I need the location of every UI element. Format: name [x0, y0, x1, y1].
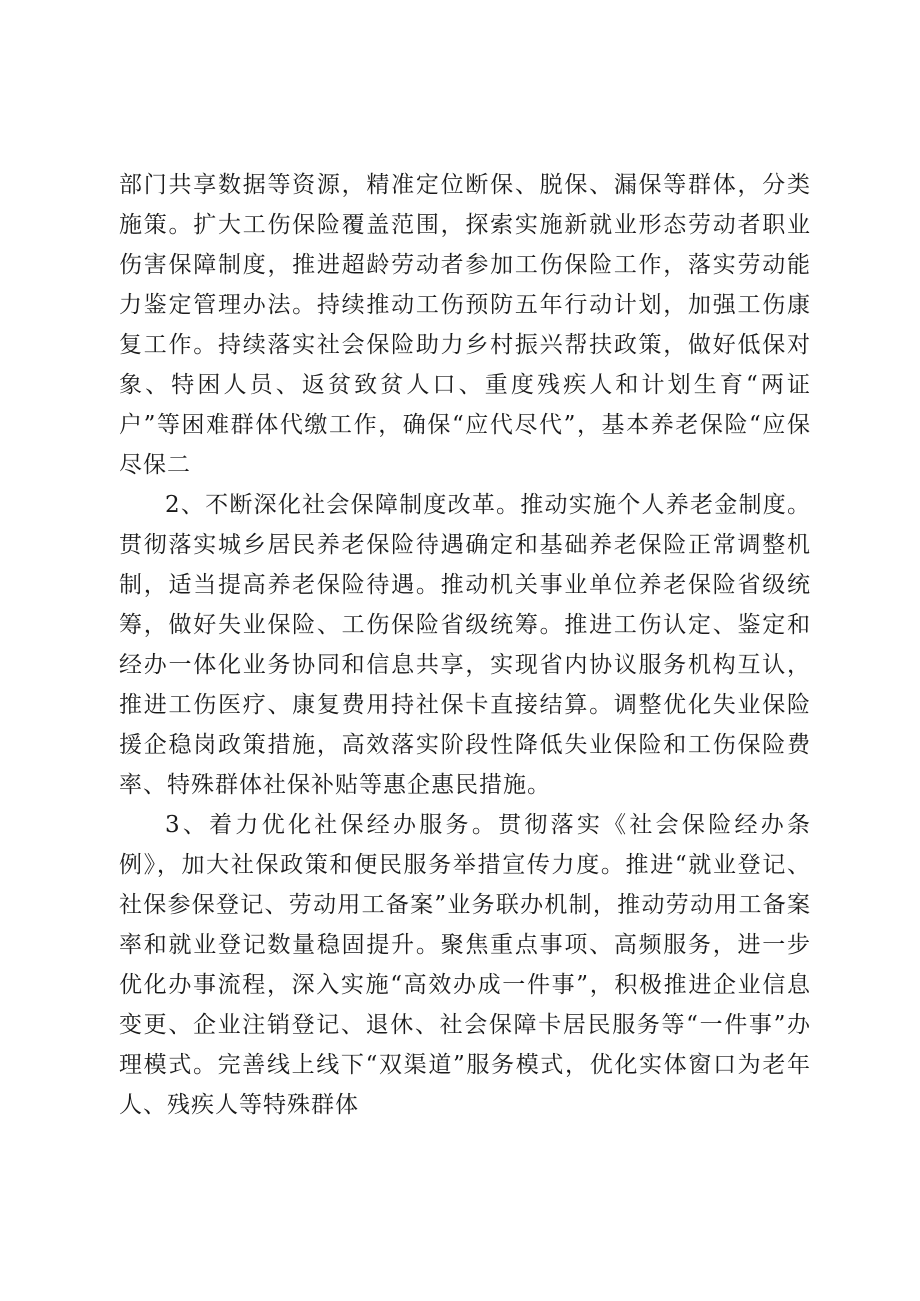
paragraph-social-insurance-coverage: 部门共享数据等资源，精准定位断保、脱保、漏保等群体，分类施策。扩大工伤保险覆盖范围，探索实施新就业形态劳动者职业伤害保障制度，推进超龄劳动者参加工伤保险工作，落实劳动能力鉴定管理办法。持续推动工伤预防五年行动计划，加强工伤康复工作。持续落实社会保险助力乡村振兴帮扶政策，做好低保对象、特困人员、返贫致贫人口、重度残疾人和计划生育“两证户”等困难群体代缴工作，确保“应代尽代”，基本养老保险“应保尽保二	[119, 172, 811, 478]
paragraph-service-optimization: 3、着力优化社保经办服务。贯彻落实《社会保险经办条例》，加大社保政策和便民服务举措宣传力度。推进“就业登记、社保参保登记、劳动用工备案”业务联办机制，推动劳动用工备案率和就业登记数量稳固提升。聚焦重点事项、高频服务，进一步优化办事流程，深入实施“高效办成一件事”，积极推进企业信息变更、企业注销登记、退休、社会保障卡居民服务等“一件事”办理模式。完善线上线下“双渠道”服务模式，优化实体窗口为老年人、残疾人等特殊群体	[119, 812, 811, 1118]
paragraph-system-reform: 2、不断深化社会保障制度改革。推动实施个人养老金制度。贯彻落实城乡居民养老保险待遇确定和基础养老保险正常调整机制，适当提高养老保险待遇。推动机关事业单位养老保险省级统筹，做好失业保险、工伤保险省级统筹。推进工伤认定、鉴定和经办一体化业务协同和信息共享，实现省内协议服务机构互认，推进工伤医疗、康复费用持社保卡直接结算。调整优化失业保险援企稳岗政策措施，高效落实阶段性降低失业保险和工伤保险费率、特殊群体社保补贴等惠企惠民措施。	[119, 492, 811, 798]
document-body	[119, 165, 811, 1125]
